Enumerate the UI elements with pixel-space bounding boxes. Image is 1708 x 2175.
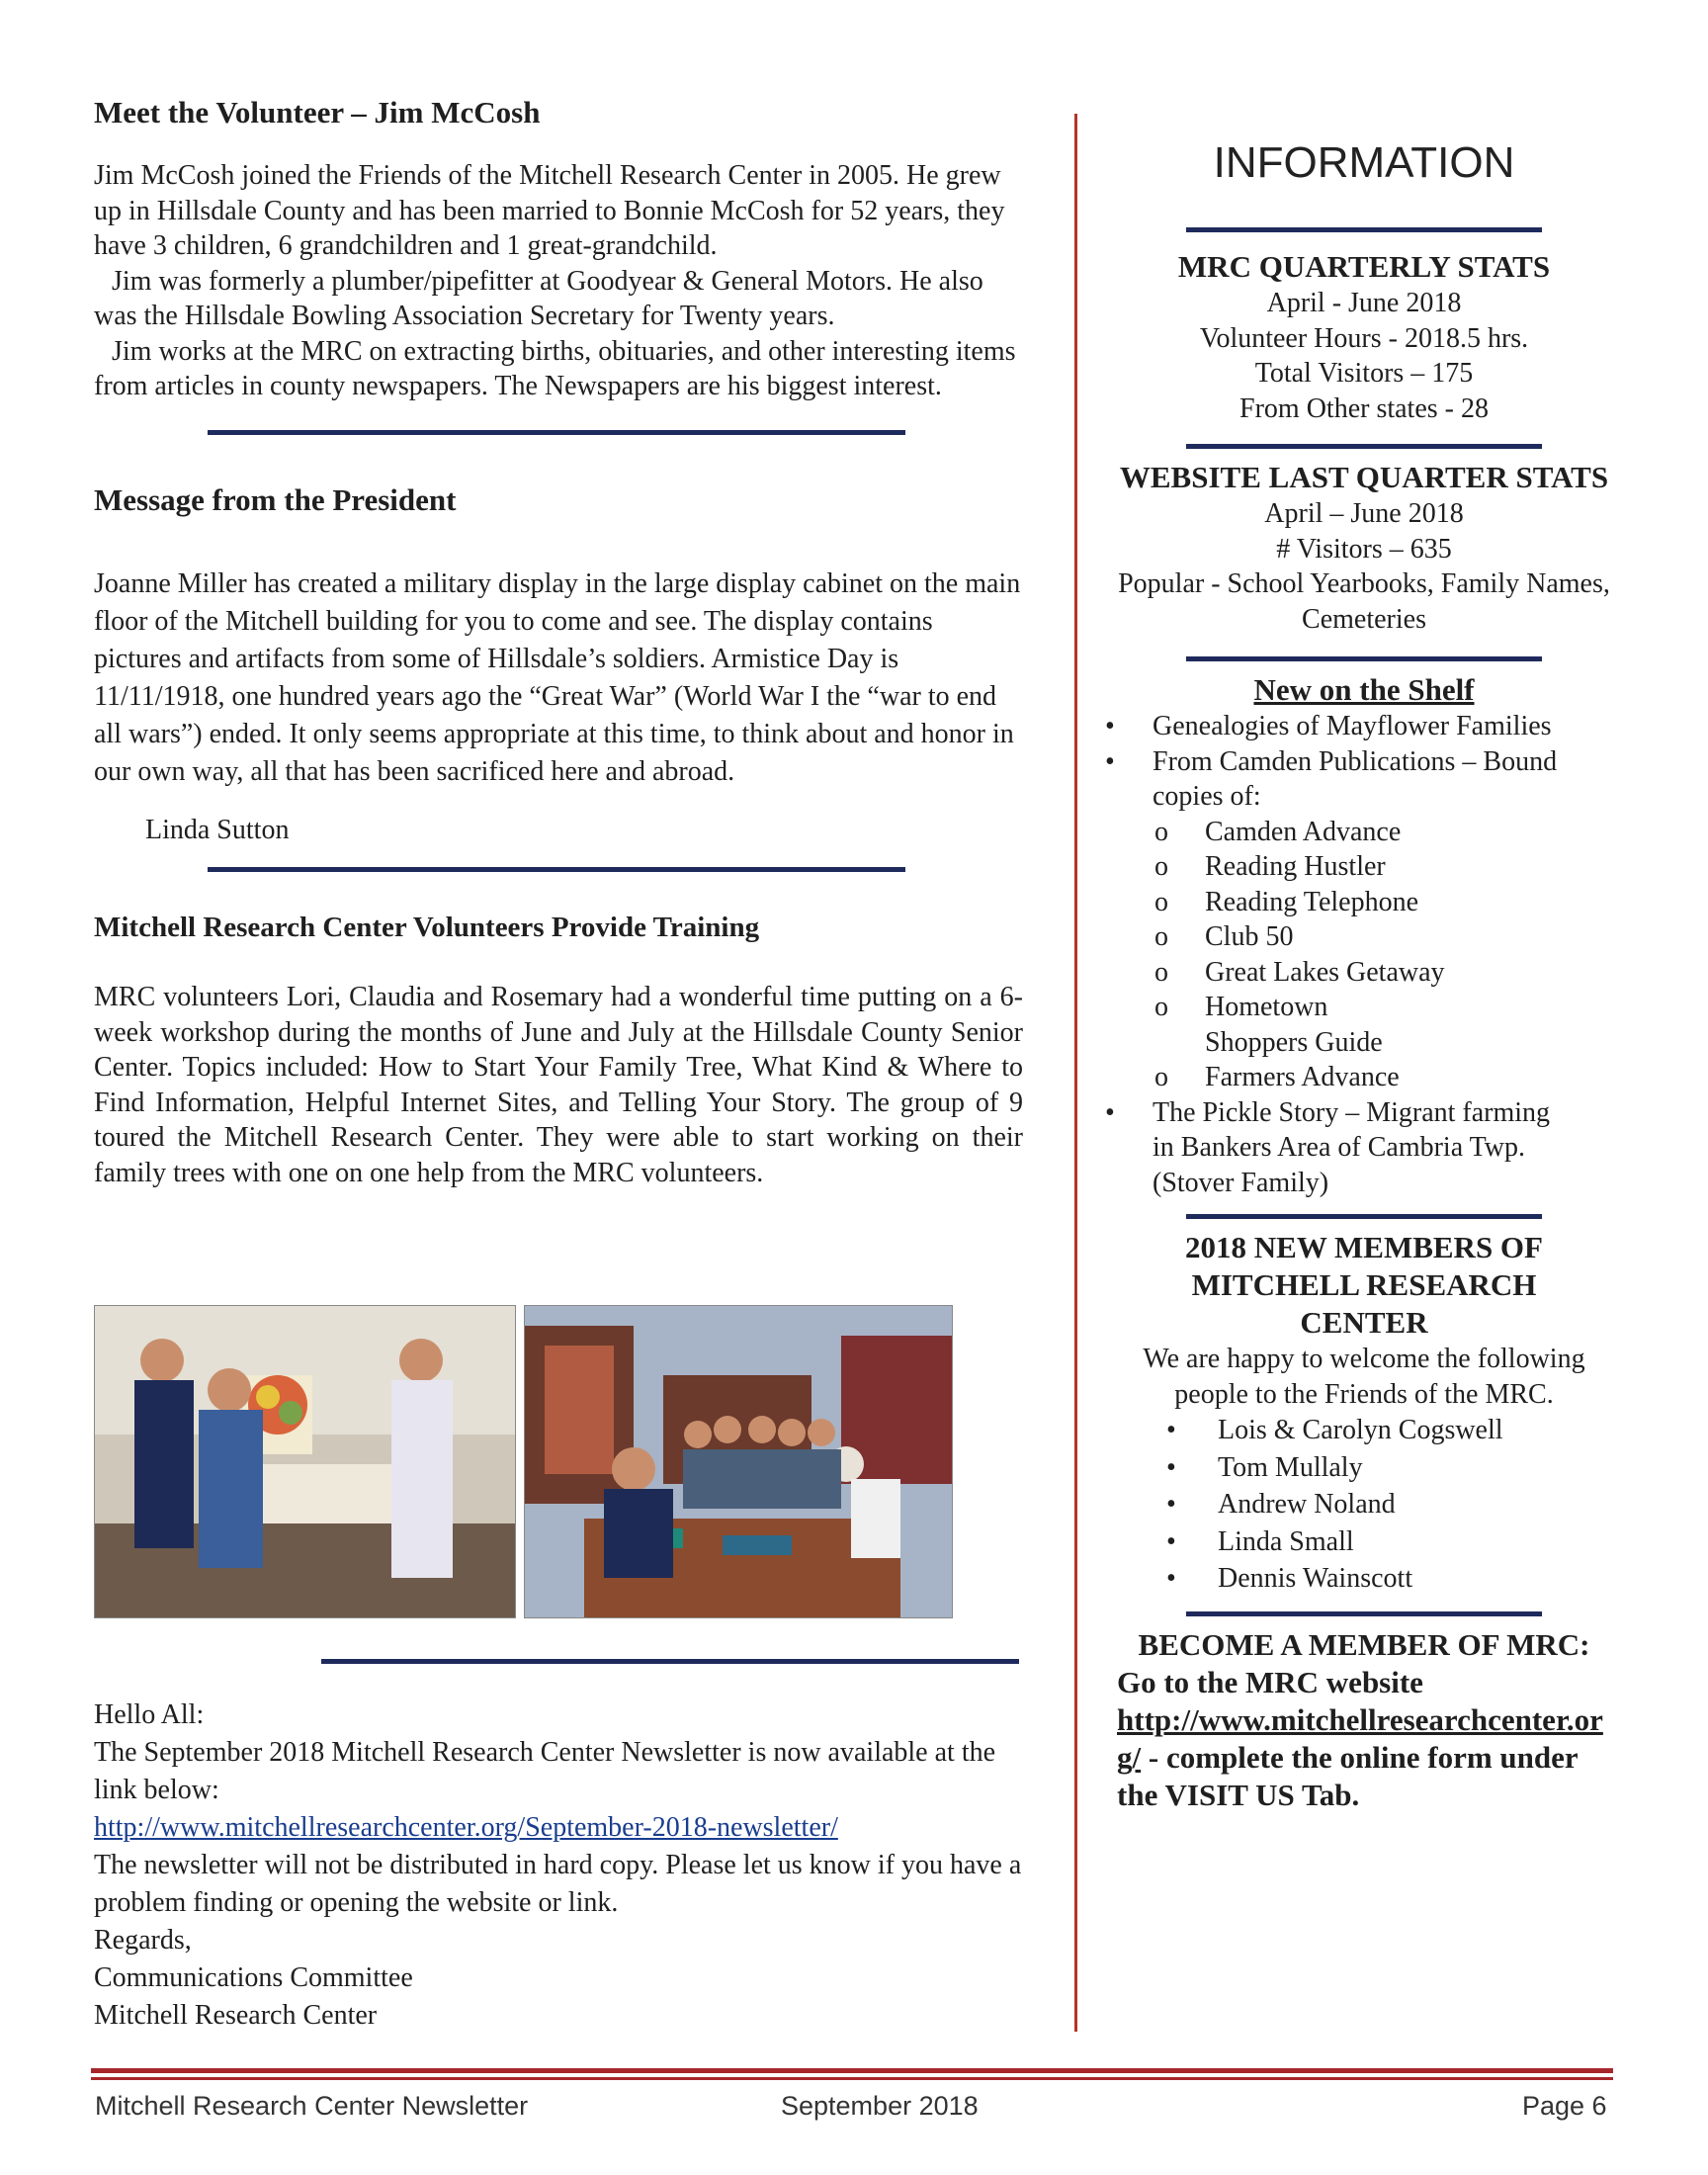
sub-list-item: o Great Lakes Getaway bbox=[1105, 955, 1611, 991]
bullet-icon: • bbox=[1166, 1489, 1176, 1520]
quarterly-stat: April - June 2018 bbox=[1266, 288, 1462, 318]
become-member-instructions: Go to the MRC website http://www.mitchellresearchcenter.org/ - complete the online form under the VISIT US Tab. bbox=[1117, 1664, 1603, 1812]
volunteer-paragraph-2: Jim was formerly a plumber/pipefitter at Goodyear & General Motors. He also was the Hillsdale Bowling Association Secretary for Twenty years. bbox=[94, 265, 983, 331]
volunteer-paragraph-3: Jim works at the MRC on extracting births, obituaries, and other interesting items from articles in county newspapers. The Newspapers are his biggest interest. bbox=[94, 335, 1016, 401]
bullet-icon: • bbox=[1105, 711, 1115, 741]
member-name: • Dennis Wainscott bbox=[1166, 1560, 1611, 1598]
member-name: • Andrew Noland bbox=[1166, 1486, 1611, 1523]
become-member-heading: BECOME A MEMBER OF MRC: bbox=[1138, 1626, 1590, 1662]
hello-availability: The September 2018 Mitchell Research Center Newsletter is now available at the link below: bbox=[94, 1737, 996, 1805]
sub-list-item: o Club 50 bbox=[1105, 919, 1611, 955]
hello-regards: Regards, bbox=[94, 1925, 192, 1956]
quarterly-stat: From Other states - 28 bbox=[1239, 392, 1489, 424]
training-paragraph: MRC volunteers Lori, Claudia and Rosemary had a wonderful time putting on a 6-week workshop during the months of June and July at the Hillsdale County Senior Center. Topics included: How to Start Your Family Tree, What Kind & Where to Find Information, Helpful Internet Sites, and Telling Your Story. The group of 9 toured the Mitchell Research Center. They were able to start working on their family trees with one on one help from the MRC volunteers. bbox=[94, 982, 1023, 1188]
president-signature: Linda Sutton bbox=[145, 814, 290, 845]
list-item: • From Camden Publications – Bound copies of: o Camden Advance o Reading Hustler o Reading Telephone o Club 50 o Great Lakes Getaway o Hometown Shoppers Guide o Farmers Advance bbox=[1105, 744, 1611, 1095]
bullet-icon: • bbox=[1166, 1563, 1176, 1594]
new-members-intro: We are happy to welcome the following people to the Friends of the MRC. bbox=[1143, 1344, 1585, 1410]
section-divider bbox=[321, 1659, 1019, 1664]
footer-date: September 2018 bbox=[781, 2091, 979, 2121]
footer-page-number: Page 6 bbox=[1522, 2091, 1607, 2121]
column-divider bbox=[1074, 114, 1077, 2032]
sub-list-item: o Reading Hustler bbox=[1105, 849, 1611, 885]
volunteers-photo bbox=[94, 1305, 516, 1618]
shelf-heading: New on the Shelf bbox=[1253, 672, 1475, 707]
shelf-list bbox=[1105, 709, 1611, 1200]
quarterly-stat: Total Visitors – 175 bbox=[1254, 358, 1474, 389]
training-heading: Mitchell Research Center Volunteers Provide Training bbox=[94, 912, 760, 943]
footer-newsletter-name: Mitchell Research Center Newsletter bbox=[95, 2091, 529, 2121]
volunteer-paragraph-1: Jim McCosh joined the Friends of the Mitchell Research Center in 2005. He grew up in Hillsdale County and has been married to Bonnie McCosh for 52 years, they have 3 children, 6 grandchildren and 1 great-grandchild. bbox=[94, 160, 1005, 261]
footer-divider bbox=[91, 2068, 1613, 2073]
newsletter-link[interactable]: http://www.mitchellresearchcenter.org/September-2018-newsletter/ bbox=[94, 1812, 838, 1843]
sub-list-item: o Camden Advance bbox=[1105, 815, 1611, 850]
website-stat: Popular - School Yearbooks, Family Names, Cemeteries bbox=[1118, 568, 1610, 635]
bullet-icon: • bbox=[1166, 1451, 1176, 1483]
hello-greeting: Hello All: bbox=[94, 1699, 205, 1730]
list-item: • Genealogies of Mayflower Families bbox=[1105, 709, 1611, 744]
quarterly-stat: Volunteer Hours - 2018.5 hrs. bbox=[1199, 322, 1529, 354]
volunteer-heading: Meet the Volunteer – Jim McCosh bbox=[94, 95, 541, 130]
member-name: • Tom Mullaly bbox=[1166, 1449, 1611, 1487]
library-group-photo bbox=[524, 1305, 953, 1618]
sub-list-item: o Hometown Shoppers Guide bbox=[1154, 992, 1383, 1058]
member-name: • Lois & Carolyn Cogswell bbox=[1166, 1412, 1611, 1449]
quarterly-stats-heading: MRC QUARTERLY STATS bbox=[1177, 249, 1551, 284]
new-members-heading: 2018 NEW MEMBERS OF MITCHELL RESEARCH CENTER bbox=[1185, 1230, 1543, 1340]
president-message: Joanne Miller has created a military display in the large display cabinet on the main floor of the Mitchell building for you to come and see. The display contains pictures and artifacts from some of Hillsdale’s soldiers. Armistice Day is 11/11/1918, one hundred years ago the “Great War” (World War I the “war to end all wars”) ended. It only seems appropriate at this time, to think about and honor in our own way, all that has been sacrificed here and abroad. bbox=[94, 567, 1021, 787]
bullet-icon: • bbox=[1166, 1415, 1176, 1445]
website-stats-heading: WEBSITE LAST QUARTER STATS bbox=[1119, 460, 1609, 494]
hello-org: Mitchell Research Center bbox=[94, 2000, 378, 2031]
mrc-website-link[interactable]: http://www.mitchellresearchcenter.org/ bbox=[1117, 1701, 1603, 1775]
sub-list-item: o Farmers Advance bbox=[1105, 1060, 1611, 1095]
left-column bbox=[94, 95, 1023, 1190]
bullet-icon: • bbox=[1105, 745, 1115, 777]
member-name: • Linda Small bbox=[1166, 1523, 1611, 1561]
circle-bullet-icon: o bbox=[1154, 851, 1168, 882]
information-sidebar bbox=[1105, 138, 1611, 1814]
bullet-icon: • bbox=[1105, 1096, 1115, 1128]
circle-bullet-icon: o bbox=[1154, 956, 1168, 988]
footer-divider bbox=[91, 2077, 1613, 2080]
circle-bullet-icon: o bbox=[1154, 886, 1168, 917]
list-item: • The Pickle Story – Migrant farming in Bankers Area of Cambria Twp. (Stover Family) bbox=[1105, 1096, 1551, 1198]
hello-distribution-note: The newsletter will not be distributed in hard copy. Please let us know if you have a problem finding or opening the website or link. bbox=[94, 1850, 1022, 1918]
hello-section bbox=[94, 1696, 1043, 2035]
sidebar-title: INFORMATION bbox=[1213, 138, 1515, 187]
sub-list-item: o Reading Telephone bbox=[1105, 885, 1611, 920]
circle-bullet-icon: o bbox=[1154, 921, 1168, 952]
circle-bullet-icon: o bbox=[1154, 992, 1168, 1022]
circle-bullet-icon: o bbox=[1154, 816, 1168, 847]
website-stat: # Visitors – 635 bbox=[1276, 533, 1452, 565]
new-members-list bbox=[1117, 1412, 1611, 1598]
circle-bullet-icon: o bbox=[1154, 1062, 1168, 1092]
website-stat: April – June 2018 bbox=[1264, 498, 1464, 529]
president-heading: Message from the President bbox=[94, 481, 457, 517]
hello-committee: Communications Committee bbox=[94, 1962, 413, 1993]
bullet-icon: • bbox=[1166, 1525, 1176, 1557]
